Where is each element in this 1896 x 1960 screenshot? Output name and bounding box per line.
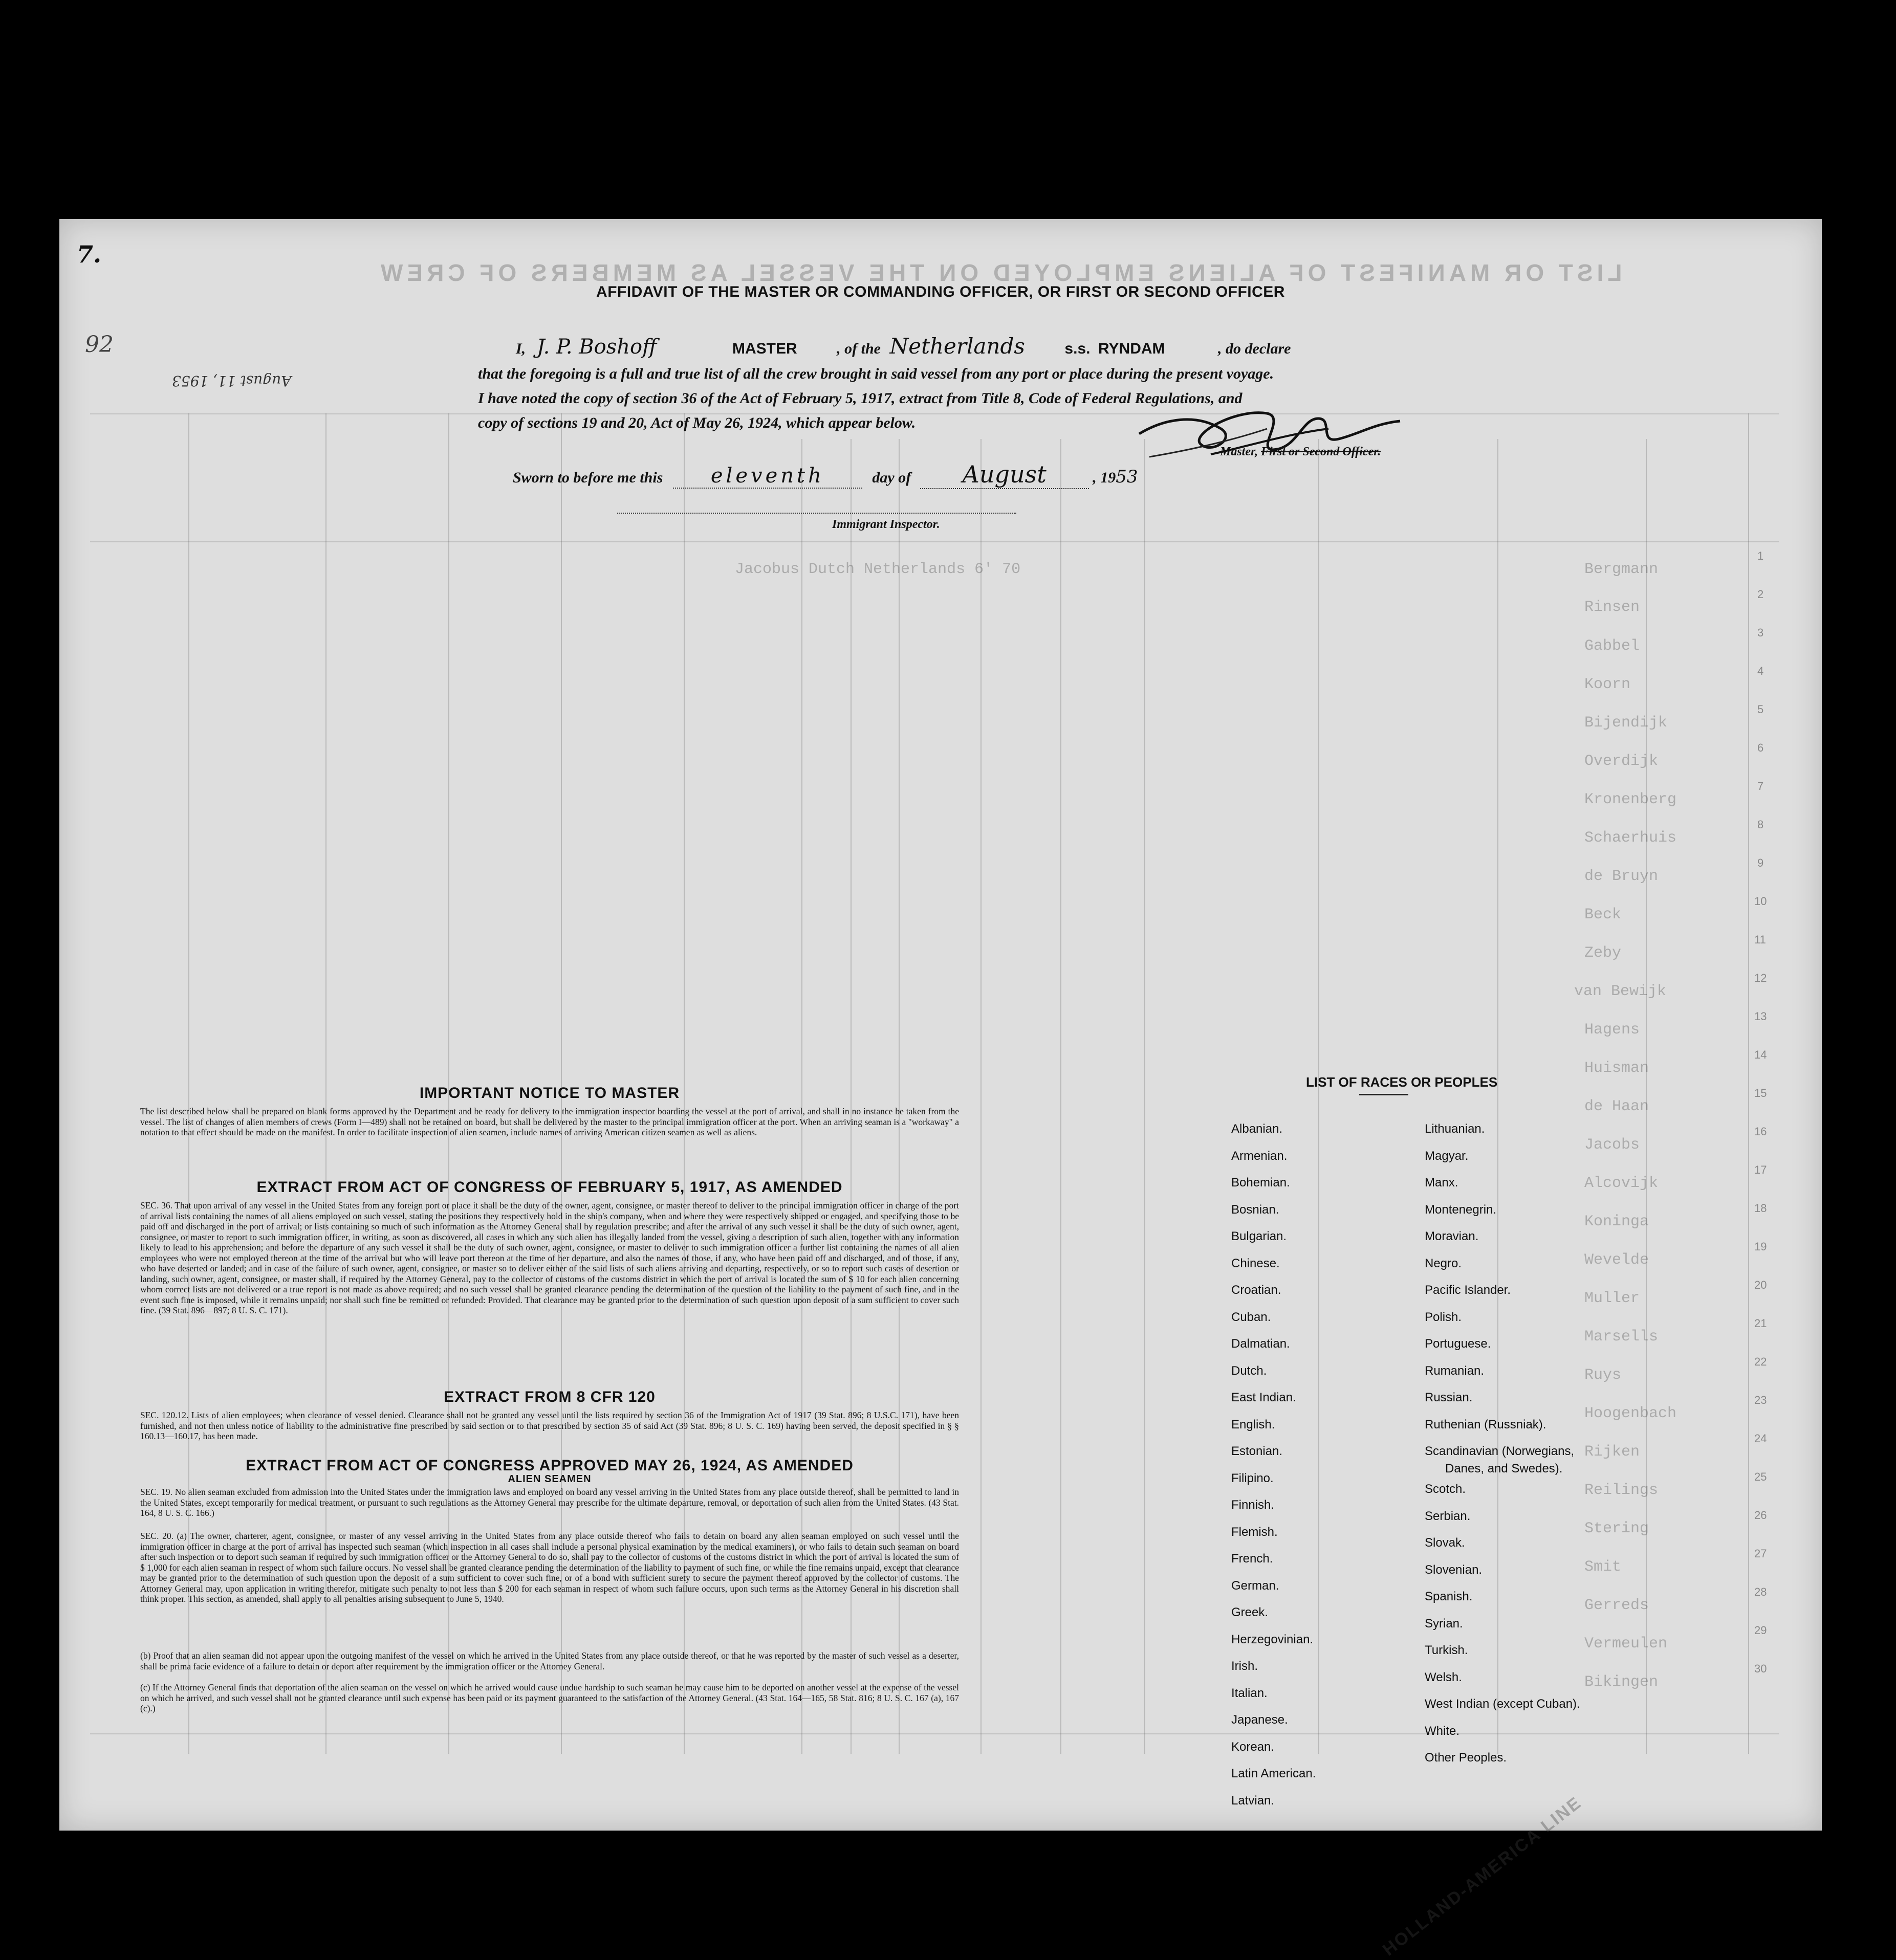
bleedthrough-row: van Bewijk xyxy=(1574,983,1667,1000)
bleedthrough-row: Overdijk xyxy=(1584,753,1659,770)
date-mark: August 11, 1953 xyxy=(172,372,292,389)
bleedthrough-row: Kronenberg xyxy=(1584,791,1677,808)
race-item: Negro. xyxy=(1425,1256,1462,1270)
race-item: English. xyxy=(1231,1417,1275,1432)
inspector-line xyxy=(617,513,1016,514)
notice-text: The list described below shall be prepared on blank forms approved by the Department and be ready for delivery to the immigration inspector boarding the vessel at the port of arrival, and shall in no instance be taken from the vessel. The list of changes of alien members of crews (Form I—489) shall not be retained on board, but shall be delivered by the master to the principal immigration officer at the port. When an arriving seaman is a "workaway" a notation to that effect should be made on the manifest. In order to facilitate inspection of alien seamen, include names of arriving American citizen seamen as well as aliens. xyxy=(140,1106,959,1137)
sec20a-text: SEC. 20. (a) The owner, charterer, agent, consignee, or master of any vessel arriving in the United States from any place outside thereof who fails to detain on board any alien seaman employed on such vessel until the immigration officer in charge at the port of arrival has inspected such seaman (which inspection in all cases shall include a personal physical examination by the medical examiners), or who fails to detain such seaman on board after such inspection or to deport such seaman if required by such immigration officer or the Attorney General to do so, shall pay to the collector of customs of the customs district in which the port of arrival is located the sum of $ 1,000 for each alien seaman in respect of whom such failure occurs. No vessel shall be granted clearance pending the determination of the liability to payment of such fine, or while the fine remains unpaid, except that clearance may be granted prior to the determination of such question upon the deposit of a sum sufficient to cover such fine, or of a bond with sufficient surety to secure the payment thereof approved by the collector of customs. The Attorney General may, upon application in writing therefor, mitigate such penalty to not less than $ 200 for each seaman in respect of whom such failure occurs, upon such terms as the Attorney General in his discretion shall think proper. This section, as amended, shall apply to all penalties arising subsequent to June 5, 1940. xyxy=(140,1531,959,1604)
bleedthrough-row: Stering xyxy=(1584,1520,1649,1537)
affidavit-line1: I, J. P. Boshoff MASTER , of the Netherlands s.s. RYNDAM , do declare xyxy=(516,334,1291,359)
race-item: Korean. xyxy=(1231,1739,1275,1754)
race-item: Rumanian. xyxy=(1425,1363,1485,1378)
signature-caption: Master, First or Second Officer. xyxy=(1220,445,1381,458)
bleedthrough-row: Koninga xyxy=(1584,1213,1649,1230)
bleedthrough-row: de Haan xyxy=(1584,1098,1649,1115)
race-item: Lithuanian. xyxy=(1425,1122,1485,1136)
bleedthrough-row: Smit xyxy=(1584,1558,1622,1576)
races-title: LIST OF RACES OR PEOPLES xyxy=(1306,1074,1498,1090)
race-item: Japanese. xyxy=(1231,1713,1288,1727)
sworn-day: eleventh xyxy=(710,464,824,488)
bleedthrough-row: Beck xyxy=(1584,906,1622,923)
race-item: Scotch. xyxy=(1425,1482,1466,1496)
bleedthrough-row: Bikingen xyxy=(1584,1673,1659,1691)
race-item: Bohemian. xyxy=(1231,1176,1290,1190)
race-item: Serbian. xyxy=(1425,1509,1471,1523)
race-item: Danes, and Swedes). xyxy=(1445,1462,1563,1475)
race-item: White. xyxy=(1425,1724,1460,1738)
extract-1917-title: EXTRACT FROM ACT OF CONGRESS OF FEBRUARY 5, 1917, AS AMENDED xyxy=(256,1179,843,1196)
bleedthrough-row: Huisman xyxy=(1584,1060,1649,1077)
bleedthrough-row: Jacobus Dutch Netherlands 6' 70 xyxy=(735,561,1021,578)
rank: MASTER xyxy=(732,340,797,357)
race-item: Chinese. xyxy=(1231,1256,1280,1270)
race-item: Bulgarian. xyxy=(1231,1229,1287,1243)
manifest-sheet: LIST OR MANIFEST OF ALIENS EMPLOYED ON THE VESSEL AS MEMBERS OF CREW Jacobus Dutch Netherlands 6' 70 Bergmann Rinsen Gabbel Koorn Bijendijk Overdijk Kronenberg Schaerhuis de Bruyn Beck Zeby van Bewijk Hagens Huisman de Haan Jacobs Alcovijk Koninga Wevelde Muller Marsells Ruys Hoogenbach Rijken Reilings Stering Smit Gerreds Vermeulen Bikingen 1 2 3 4 5 6 7 8 9 10 11 12 13 14 15 16 17 18 19 20 21 22 23 24 25 26 27 28 29 30 7. 92 August 11, 1953 AFFIDAVIT OF THE MASTER OR COMMANDING OFFICER, OR FIRST OR SECOND OFFICER I, J. P. Boshoff MASTER , of the Netherlands s.s. RYNDAM , do declare that the foregoing is a full and true list of all the crew brought in said vessel from any port or place during the present voyage. I have noted the copy of section 36 of the Act of February 5, 1917, extract from Title 8, Code of Federal Regulations, and copy of sections 19 and 20, Act of May 26, 1924, which appear below. Master, First or Second Officer. Sworn to before me this eleventh day of August , 1953 Immigrant Inspector. IMPORTANT NOTICE TO MASTER The list described below shall be prepared on blank forms approved by the Department and be ready for delivery to the immigration inspector boarding the vessel at the port of arrival, and shall in no instance be taken from the vessel. The list of changes of alien members of crews (Form I—489) shall not be retained on board, but shall be delivered by the master to the principal immigration officer at the port. When an arriving seaman is a "workaway" a notation to that effect should be made on the manifest. In order to facilitate inspection of alien seamen, include names of arriving American citizen seamen as well as aliens. EXTRACT FROM ACT OF CONGRESS OF FEBRUARY 5, 1917, AS AMENDED SEC. 36. That upon arrival of any vessel in the United States from any foreign port or place it shall be the duty of the owner, agent, consignee, or master thereof to deliver to the principal immigration officer in charge of the port of arrival lists containing the names of all aliens employed on such vessel, stating the positions they respectively hold in the ship's company, when and where they were respectively shipped or engaged, and specifying those to be paid off and discharged in the port of arrival; or lists containing so much of such information as the Attorney General shall by regulation prescribe; and after the arrival of any such vessel it shall be the duty of such owner, agent, consignee, or master to report to such immigration officer, in writing, as soon as discovered, all cases in which any such alien has illegally landed from the vessel, giving a description of such alien, together with any information likely to lead to his apprehension; and before the departure of any such vessel it shall be the duty of such owner, agent, consignee, or master to deliver to such immigration officer a further list containing the names of all alien employees who were not employed thereon at the time of the arrival but who will leave port thereon at the time of her departure, and also the names of those, if any, who have been paid off and discharged, and of those, if any, who have deserted or landed; and in case of the failure of such owner, agent, consignee, or master so to deliver either of the said lists of such aliens arriving and departing, respectively, or so to report such cases of desertion or landing, such owner, agent, consignee, or master shall, if required by the Attorney General, pay to the collector of customs of the customs district in which the port of arrival is located the sum of $ 10 for each alien concerning whom correct lists are not delivered or a true report is not made as above required; and no such vessel shall be granted clearance pending the determination of the question of the liability to the payment of such fine, and in the event such fine is imposed, while it remains unpaid; nor shall such fine be remitted or refunded: Provided. That clearance may be granted prior to the determination of such question upon deposit of a sum sufficient to cover such fine. (39 Stat. 896—897; 8 U. S. C. 171). EXTRACT FROM 8 CFR 120 SEC. 120.12. Lists of alien employees; when clearance of vessel denied. Clearance shall not be granted any vessel until the lists required by section 36 of the Immigration Act of 1917 (39 Stat. 896; 8 U.S.C. 171), have been furnished, and not then unless notice of liability to the administrative fine prescribed by said section or to that prescribed by section 35 of said Act (39 Stat. 896; 8 U. S. C. 169) having been served, the deposit specified in § § 160.13—160.17, has been made. EXTRACT FROM ACT OF CONGRESS APPROVED MAY 26, 1924, AS AMENDED ALIEN SEAMEN SEC. 19. No alien seaman excluded from admission into the United States under the immigration laws and employed on board any vessel arriving in the United States from any place outside thereof, shall be permitted to land in the United States, except temporarily for medical treatment, or pursuant to such regulations as the Attorney General may prescribe for the ultimate departure, removal, or deportation of such alien from the United States. (43 Stat. 164, 8 U. S. C. 166.) SEC. 20. (a) The owner, charterer, agent, consignee, or master of any vessel arriving in the United States from any place outside thereof who fails to detain on board any alien seaman employed on such vessel until the immigration officer in charge at the port of arrival has inspected such seaman (which inspection in all cases shall include a personal physical examination by the medical examiners), or who fails to detain such seaman on board after such inspection or to deport such seaman if required by such immigration officer or the Attorney General to do so, shall pay to the collector of customs of the customs district in which the port of arrival is located the sum of $ 1,000 for each alien seaman in respect of whom such failure occurs. No vessel shall be granted clearance pending the determination of the liability to payment of such fine, or while the fine remains unpaid, except that clearance may be granted prior to the determination of such question upon the deposit of a sum sufficient to cover such fine, or of a bond with sufficient surety to secure the payment thereof approved by the collector of customs. The Attorney General may, upon application in writing therefor, mitigate such penalty to not less than $ 200 for each seaman in respect of whom such failure occurs, upon such terms as the Attorney General in his discretion shall think proper. This section, as amended, shall apply to all penalties arising subsequent to June 5, 1940. (b) Proof that an alien seaman did not appear upon the outgoing manifest of the vessel on which he arrived in the United States from any place outside thereof, or that he was reported by the master of such vessel as a deserter, shall be prima facie evidence of a failure to detain or deport after requirement by the immigration officer or the Attorney General. (c) If the Attorney General finds that deportation of the alien seaman on the vessel on which he arrived would cause undue hardship to such seaman he may cause him to be deported on another vessel at the expense of the vessel on which he arrived, and such vessel shall not be granted clearance until such expense has been paid or its payment guaranteed to the satisfaction of the Attorney General. (43 Stat. 164—165, 58 Stat. 816; 8 U. S. C. 167 (a), 167 (c).) LIST OF RACES OR PEOPLES Albanian. Armenian. Bohemian. Bosnian. Bulgarian. Chinese. Croatian. Cuban. Dalmatian. Dutch. East Indian. English. Estonian. Filipino. Finnish. Flemish. French. German. Greek. Herzegovinian. Irish. Italian. Japanese. Korean. Latin American. Latvian. Lithuanian. Magyar. Manx. Montenegrin. Moravian. Negro. Pacific Islander. Polish. Portuguese. Rumanian. Russian. Ruthenian (Russniak). Scandinavian (Norwegians, Danes, and Swedes). Scotch. Serbian. Slovak. Slovenian. Spanish. Syrian. Turkish. Welsh. West Indian (except Cuban). White. Other Peoples. HOLLAND-AMERICA LINE xyxy=(59,219,1822,1831)
bleedthrough-row: Bijendijk xyxy=(1584,714,1668,732)
race-item: Filipino. xyxy=(1231,1471,1274,1485)
sworn-month: August xyxy=(962,460,1047,488)
race-item: Flemish. xyxy=(1231,1525,1278,1539)
bleedthrough-row: Muller xyxy=(1584,1290,1640,1307)
races-left-column xyxy=(1231,1116,1316,1814)
race-item: Cuban. xyxy=(1231,1310,1271,1324)
race-item: East Indian. xyxy=(1231,1391,1296,1404)
notices-section xyxy=(140,1085,959,1791)
race-item: Finnish. xyxy=(1231,1498,1275,1512)
race-item: Syrian. xyxy=(1425,1616,1463,1631)
bleedthrough-row: Zeby xyxy=(1584,944,1622,962)
race-item: Scandinavian (Norwegians, xyxy=(1425,1444,1575,1458)
extract-cfr-title: EXTRACT FROM 8 CFR 120 xyxy=(444,1389,656,1405)
race-item: Bosnian. xyxy=(1231,1202,1279,1217)
extract-1924-title: EXTRACT FROM ACT OF CONGRESS APPROVED MAY 26, 1924, AS AMENDED xyxy=(246,1457,854,1474)
race-item: West Indian (except Cuban). xyxy=(1425,1697,1580,1711)
race-item: Ruthenian (Russniak). xyxy=(1425,1417,1546,1432)
sheet-mark: 7. xyxy=(77,240,102,268)
bleedthrough-row: Gerreds xyxy=(1584,1597,1649,1614)
affidavit-line2: that the foregoing is a full and true list of all the crew brought in said vessel from any port or place during the present voyage. xyxy=(478,365,1274,382)
bleedthrough-row: Hagens xyxy=(1584,1021,1640,1039)
extract-cfr-text: SEC. 120.12. Lists of alien employees; when clearance of vessel denied. Clearance shall not be granted any vessel until the lists required by section 36 of the Immigration Act of 1917 (39 Stat. 896; 8 U.S.C. 171), have been furnished, and not then unless notice of liability to the administrative fine prescribed by said section or to that prescribed by section 35 of said Act (39 Stat. 896; 8 U. S. C. 169) having been served, the deposit specified in § § 160.13—160.17, has been made. xyxy=(140,1410,959,1441)
race-item: Polish. xyxy=(1425,1310,1462,1324)
race-item: Greek. xyxy=(1231,1605,1269,1619)
race-item: Dalmatian. xyxy=(1231,1337,1290,1351)
affidavit-line3: I have noted the copy of section 36 of the Act of February 5, 1917, extract from Title 8, Code of Federal Regulations, and xyxy=(478,390,1243,407)
extract-1924-subtitle: ALIEN SEAMEN xyxy=(508,1473,592,1485)
race-item: Latvian. xyxy=(1231,1793,1275,1808)
race-item: Latin American. xyxy=(1231,1767,1316,1780)
race-item: Magyar. xyxy=(1425,1149,1469,1163)
master-signature xyxy=(1134,398,1421,475)
sec20b-text: (b) Proof that an alien seaman did not appear upon the outgoing manifest of the vessel on which he arrived in the United States from any place outside thereof, or that he was reported by the master of such vessel as a deserter, shall be prima facie evidence of a failure to detain or deport after requirement by the immigration officer or the Attorney General. xyxy=(140,1650,959,1671)
extract-1917-text: SEC. 36. That upon arrival of any vessel in the United States from any foreign port or place it shall be the duty of the owner, agent, consignee, or master thereof to deliver to the principal immigration officer in charge of the port of arrival lists containing the names of all aliens employed on such vessel, stating the positions they respectively hold in the ship's company, when and where they were respectively shipped or engaged, and specifying those to be paid off and discharged in the port of arrival; or lists containing so much of such information as the Attorney General shall by regulation prescribe; and after the arrival of any such vessel it shall be the duty of such owner, agent, consignee, or master to report to such immigration officer, in writing, as soon as discovered, all cases in which any such alien has illegally landed from the vessel, giving a description of such alien, together with any information likely to lead to his apprehension; and before the departure of any such vessel it shall be the duty of such owner, agent, consignee, or master to deliver to such immigration officer a further list containing the names of all alien employees who were not employed thereon at the time of the arrival but who will leave port thereon at the time of her departure, and also the names of those, if any, who have been paid off and discharged, and of those, if any, who have deserted or landed; and in case of the failure of such owner, agent, consignee, or master so to deliver either of the said lists of such aliens arriving and departing, respectively, or so to report such cases of desertion or landing, such owner, agent, consignee, or master shall, if required by the Attorney General, pay to the collector of customs of the customs district in which the port of arrival is located the sum of $ 10 for each alien concerning whom correct lists are not delivered or a true report is not made as above required; and no such vessel shall be granted clearance pending the determination of the question of the liability to the payment of such fine, and in the event such fine is imposed, while it remains unpaid; nor shall such fine be remitted or refunded: Provided. That clearance may be granted prior to the determination of such question upon deposit of a sum sufficient to cover such fine. (39 Stat. 896—897; 8 U. S. C. 171). xyxy=(140,1200,959,1315)
race-item: Croatian. xyxy=(1231,1283,1281,1297)
bleedthrough-row: Gabbel xyxy=(1584,637,1640,655)
race-item: Pacific Islander. xyxy=(1425,1283,1511,1297)
race-item: Estonian. xyxy=(1231,1444,1283,1458)
race-item: Italian. xyxy=(1231,1686,1268,1700)
bleedthrough-row: Koorn xyxy=(1584,676,1631,693)
bleedthrough-row: Alcovijk xyxy=(1584,1175,1659,1192)
nationality: Netherlands xyxy=(889,334,1025,359)
race-item: Portuguese. xyxy=(1425,1337,1491,1351)
race-item: Armenian. xyxy=(1231,1149,1288,1163)
sec19-text: SEC. 19. No alien seaman excluded from admission into the United States under the immigration laws and employed on board any vessel arriving in the United States from any place outside thereof, shall be permitted to land in the United States, except temporarily for medical treatment, or pursuant to such regulations as the Attorney General may prescribe for the ultimate departure, removal, or deportation of such alien from the United States. (43 Stat. 164, 8 U. S. C. 166.) xyxy=(140,1487,959,1518)
races-right-column xyxy=(1425,1116,1580,1772)
bleedthrough-row: Vermeulen xyxy=(1584,1635,1668,1653)
bleedthrough-row: Jacobs xyxy=(1584,1136,1640,1154)
bleedthrough-row: Marsells xyxy=(1584,1328,1659,1346)
race-item: Other Peoples. xyxy=(1425,1751,1507,1765)
race-item: Slovak. xyxy=(1425,1536,1465,1550)
bleedthrough-row: de Bruyn xyxy=(1584,868,1659,885)
inspector-label: Immigrant Inspector. xyxy=(832,518,940,531)
race-item: Montenegrin. xyxy=(1425,1202,1497,1217)
bleedthrough-title: LIST OR MANIFEST OF ALIENS EMPLOYED ON THE VESSEL AS MEMBERS OF CREW xyxy=(377,259,1622,286)
race-item: Turkish. xyxy=(1425,1643,1468,1657)
race-item: Albanian. xyxy=(1231,1122,1283,1136)
race-item: Manx. xyxy=(1425,1176,1458,1190)
holland-america-stamp: HOLLAND-AMERICA LINE xyxy=(1379,1792,1586,1960)
bleedthrough-row: Wevelde xyxy=(1584,1251,1649,1269)
bleedthrough-row: Schaerhuis xyxy=(1584,829,1677,847)
vessel-name: RYNDAM xyxy=(1098,340,1165,357)
master-name: J. P. Boshoff xyxy=(536,335,657,359)
race-item: Moravian. xyxy=(1425,1229,1479,1243)
race-item: German. xyxy=(1231,1578,1279,1593)
race-item: Dutch. xyxy=(1231,1363,1267,1378)
bleedthrough-row: Rinsen xyxy=(1584,599,1640,616)
bleedthrough-row: Bergmann xyxy=(1584,561,1659,578)
race-item: Irish. xyxy=(1231,1659,1258,1673)
race-item: Russian. xyxy=(1425,1391,1473,1404)
notice-title: IMPORTANT NOTICE TO MASTER xyxy=(419,1085,680,1102)
race-item: Spanish. xyxy=(1425,1590,1473,1603)
race-item: Welsh. xyxy=(1425,1670,1462,1684)
affidavit-title: AFFIDAVIT OF THE MASTER OR COMMANDING OFFICER, OR FIRST OR SECOND OFFICER xyxy=(596,283,1285,300)
bleedthrough-row: Reilings xyxy=(1584,1482,1659,1499)
race-item: Herzegovinian. xyxy=(1231,1632,1314,1646)
affidavit-line4: copy of sections 19 and 20, Act of May 26, 1924, which appear below. xyxy=(478,414,916,431)
race-item: French. xyxy=(1231,1552,1273,1566)
bleedthrough-row: Hoogenbach xyxy=(1584,1405,1677,1422)
bleedthrough-row: Ruys xyxy=(1584,1367,1622,1384)
sworn-line: Sworn to before me this eleventh day of August , 1953 xyxy=(513,460,1138,488)
bleedthrough-row: Rijken xyxy=(1584,1443,1640,1461)
sec20c-text: (c) If the Attorney General finds that deportation of the alien seaman on the vessel on which he arrived would cause undue hardship to such seaman he may cause him to be deported on another vessel at the expense of the vessel on which he arrived, and such vessel shall not be granted clearance until such expense has been paid or its payment guaranteed to the satisfaction of the Attorney General. (43 Stat. 164—165, 58 Stat. 816; 8 U. S. C. 167 (a), 167 (c).) xyxy=(140,1682,959,1713)
race-item: Slovenian. xyxy=(1425,1562,1483,1577)
page-mark: 92 xyxy=(85,332,114,358)
